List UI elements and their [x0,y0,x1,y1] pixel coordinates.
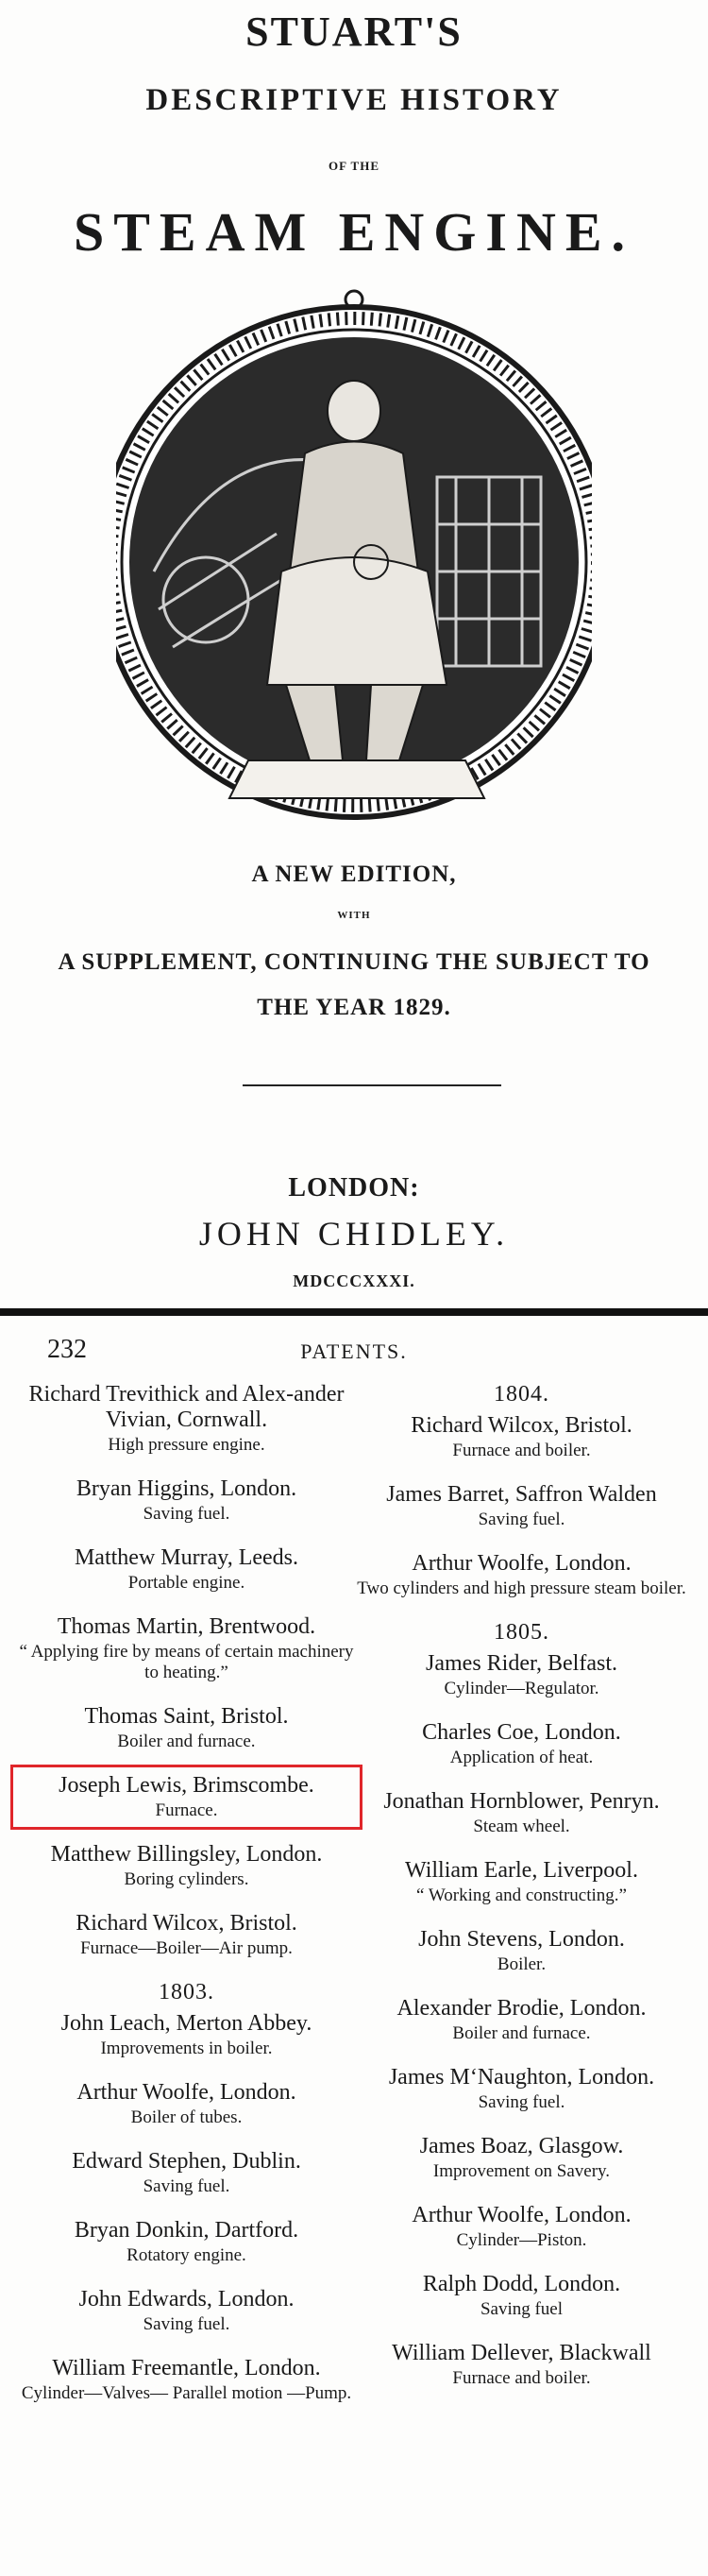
patent-description: Cylinder—Piston. [456,2230,587,2250]
patentee-name: William Dellever, Blackwall [392,2341,651,2365]
with-text: WITH [337,910,371,921]
patent-entry [354,1482,689,1530]
page-heading: PATENTS. [300,1339,408,1363]
patent-entry [354,2065,689,2113]
patent-entry [354,1413,689,1461]
patent-entry [19,1614,354,1683]
patentee-name: John Stevens, London. [418,1927,625,1952]
patentee-name: Richard Trevithick and Alex-ander Vivian, Cornwall. [28,1382,345,1432]
highlighted-patent-entry [19,1773,354,1821]
patentee-name: James M‘Naughton, London. [388,2065,655,2090]
patentee-name: John Leach, Merton Abbey. [60,2011,312,2036]
patent-description: “ Working and constructing.” [416,1885,627,1905]
patentee-name: Jonathan Hornblower, Penryn. [383,1789,660,1814]
patent-description: Boiler and furnace. [452,2023,591,2043]
patentee-name: Bryan Donkin, Dartford. [74,2218,299,2243]
patent-entry [19,1476,354,1525]
patentee-name: James Boaz, Glasgow. [419,2134,624,2158]
patent-description: Application of heat. [449,1748,594,1767]
patentee-name: Richard Wilcox, Bristol. [411,1413,632,1438]
patent-description: Saving fuel. [478,2092,565,2112]
patentee-name: Richard Wilcox, Bristol. [76,1911,297,1936]
patent-entry [19,2356,354,2404]
patent-description: Furnace. [155,1800,218,1820]
patent-entry [19,2149,354,2197]
patentee-name: John Edwards, London. [78,2287,295,2312]
patent-entry [354,1858,689,1906]
patent-description: Boring cylinders. [124,1869,249,1889]
patentee-name: James Barret, Saffron Walden [386,1482,657,1507]
patent-description: Saving fuel. [143,2176,230,2196]
patents-right-column [354,1382,689,2410]
patent-description: Saving fuel. [478,1510,565,1529]
patent-description: Saving fuel. [143,1504,230,1524]
patentee-name: Thomas Saint, Bristol. [84,1704,289,1729]
patent-entry [354,2203,689,2251]
supplement-line-1: A SUPPLEMENT, CONTINUING THE SUBJECT TO [58,949,650,975]
patent-entry [354,2341,689,2389]
book-title: STUART'S [245,9,463,55]
patent-description: Boiler. [497,1954,547,1974]
edition-text: A NEW EDITION, [251,862,457,887]
patent-description: Steam wheel. [473,1817,570,1836]
patentee-name: Thomas Martin, Brentwood. [57,1614,316,1639]
page-separator [0,1308,708,1316]
patent-entry [354,2134,689,2182]
patent-description: Rotatory engine. [126,2245,246,2265]
steam-engine-title: STEAM ENGINE. [73,201,635,263]
divider-rule [243,1084,501,1086]
patentee-name: Arthur Woolfe, London. [412,1551,632,1576]
patentee-name: Alexander Brodie, London. [396,1996,647,2021]
patent-entry [19,2287,354,2335]
patent-entry [354,1927,689,1975]
patent-description: Portable engine. [127,1573,245,1593]
patent-description: Boiler and furnace. [117,1732,256,1751]
patent-description: Saving fuel [480,2299,564,2319]
supplement-line-2: THE YEAR 1829. [257,995,451,1020]
patent-entry [19,2218,354,2266]
patentee-name: Bryan Higgins, London. [76,1476,297,1501]
patent-description: Two cylinders and high pressure steam boiler. [357,1578,686,1598]
of-the-text: OF THE [328,159,380,173]
patentee-name: William Earle, Liverpool. [405,1858,638,1883]
patentee-name: Arthur Woolfe, London. [412,2203,632,2227]
publication-year: MDCCCXXXI. [293,1271,415,1290]
year-heading: 1804. [494,1382,549,1407]
patent-entry [354,1720,689,1768]
patent-entry [19,1842,354,1890]
year-heading: 1805. [494,1620,549,1645]
watt-medallion-engraving [116,288,592,836]
patent-entry [19,2011,354,2059]
patent-description: Cylinder—Valves— Parallel motion —Pump. [21,2383,352,2403]
patentee-name: Joseph Lewis, Brimscombe. [59,1773,314,1798]
patentee-name: Edward Stephen, Dublin. [72,2149,301,2174]
patent-entry [19,1382,354,1456]
page-number: 232 [47,1335,87,1364]
patentee-name: Matthew Billingsley, London. [50,1842,323,1867]
patent-entry [19,1545,354,1594]
publication-place: LONDON: [288,1173,420,1203]
patent-description: Improvement on Savery. [432,2161,611,2181]
patent-description: Furnace and boiler. [452,1441,591,1460]
patentee-name: James Rider, Belfast. [426,1651,617,1676]
patent-description: Boiler of tubes. [130,2107,243,2127]
patent-entry [354,2272,689,2320]
patent-description: Furnace—Boiler—Air pump. [80,1938,293,1958]
patentee-name: Ralph Dodd, London. [422,2272,621,2296]
patent-entry [19,1911,354,1959]
patent-description: Saving fuel. [143,2314,230,2334]
patent-description: Furnace and boiler. [452,2368,591,2388]
patent-entry [354,1651,689,1699]
patentee-name: Arthur Woolfe, London. [76,2080,296,2105]
patentee-name: William Freemantle, London. [52,2356,321,2380]
patent-entry [354,1789,689,1837]
patents-left-column [19,1382,354,2425]
patent-description: “ Applying fire by means of certain machinery to heating.” [19,1642,354,1682]
patentee-name: Matthew Murray, Leeds. [74,1545,299,1570]
patent-entry [354,1551,689,1599]
patent-description: Cylinder—Regulator. [444,1679,599,1698]
patents-page [0,1316,708,2576]
patent-description: Improvements in boiler. [100,2039,273,2058]
publisher-name: JOHN CHIDLEY. [198,1215,510,1253]
pedestal [229,760,484,798]
patent-description: High pressure engine. [108,1435,265,1455]
patent-entry [354,1996,689,2044]
patent-entry [19,2080,354,2128]
year-heading: 1803. [159,1980,214,2005]
patent-entry [19,1704,354,1752]
patentee-name: Charles Coe, London. [422,1720,621,1745]
book-subtitle: DESCRIPTIVE HISTORY [145,83,563,117]
